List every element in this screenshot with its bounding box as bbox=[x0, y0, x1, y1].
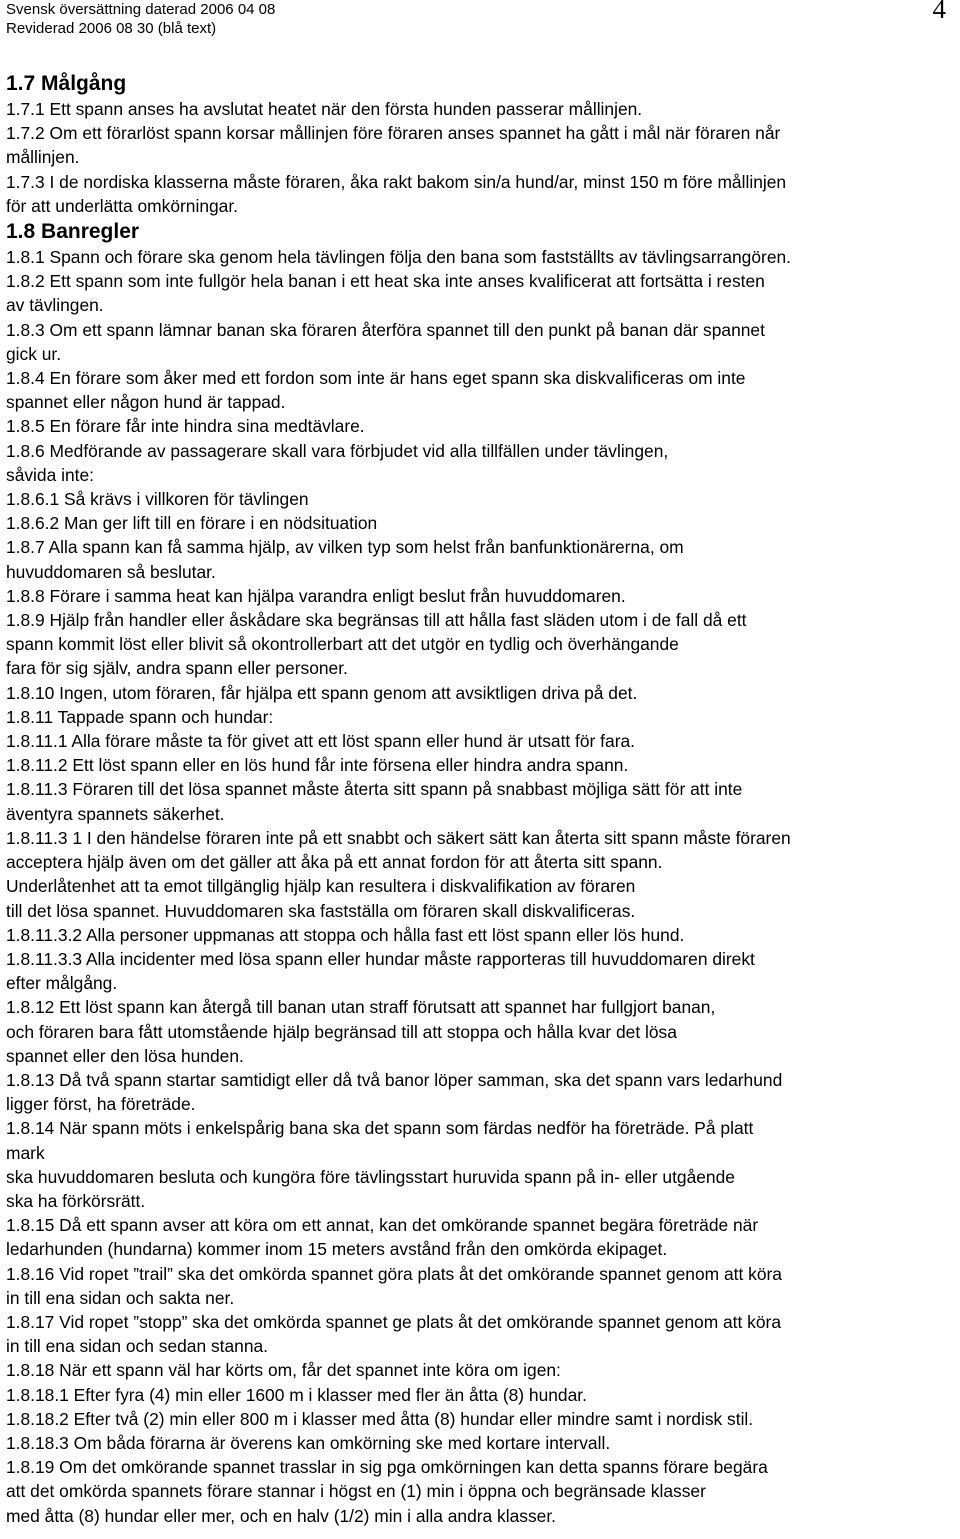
rule-paragraph: 1.8.8 Förare i samma heat kan hjälpa varandra enligt beslut från huvuddomaren. bbox=[6, 585, 626, 606]
rule-paragraph: 1.8.12 Ett löst spann kan återgå till banan utan straff förutsatt att spannet har fullgjort banan, och föraren bara fått utomstående hjälp begränsad till att stoppa och hålla kvar det lösa spannet eller den lösa hunden. bbox=[6, 997, 716, 1066]
rule-paragraph: 1.8.6.2 Man ger lift till en förare i en nödsituation bbox=[6, 513, 378, 534]
rule-paragraph: 1.8.13 Då två spann startar samtidigt eller då två banor löper samman, ska det spann vars ledarhund ligger först, ha företräde. bbox=[6, 1069, 783, 1115]
rule-paragraph: 1.8.6.1 Så krävs i villkoren för tävlingen bbox=[6, 489, 309, 510]
rule-paragraph: 1.8.2 Ett spann som inte fullgör hela banan i ett heat ska inte anses kvalificerat att fortsätta i resten av tävlingen. bbox=[6, 271, 765, 316]
rule-paragraph: 1.7.3 I de nordiska klasserna måste föraren, åka rakt bakom sin/a hund/ar, minst 150 m före mållinjen för att underlätta omkörningar. bbox=[6, 171, 787, 216]
rule-paragraph: 1.8.11.1 Alla förare måste ta för givet att ett löst spann eller hund är utsatt för fara. bbox=[6, 731, 635, 752]
rule-paragraph: 1.8.18.3 Om båda förarna är överens kan omkörning ske med kortare intervall. bbox=[6, 1432, 611, 1453]
rule-paragraph: 1.8.14 När spann möts i enkelspårig bana ska det spann som färdas nedför ha företräde. På platt mark ska huvuddomaren besluta och kungöra före tävlingsstart huruvida spann på in- eller utgående ska ha förkörsrätt. bbox=[6, 1118, 754, 1211]
rule-paragraph: 1.8.18.2 Efter två (2) min eller 800 m i klasser med åtta (8) hundar eller mindre samt i nordisk stil. bbox=[6, 1408, 754, 1429]
document-body bbox=[6, 70, 956, 1528]
rule-paragraph: 1.8.5 En förare får inte hindra sina medtävlare. bbox=[6, 416, 365, 437]
rule-paragraph: 1.8.7 Alla spann kan få samma hjälp, av vilken typ som helst från banfunktionärerna, om huvuddomaren så beslutar. bbox=[6, 537, 684, 582]
rule-paragraph: 1.8.4 En förare som åker med ett fordon som inte är hans eget spann ska diskvalificeras om inte spannet eller någon hund är tappad. bbox=[6, 368, 746, 413]
rule-paragraph: 1.8.19 Om det omkörande spannet trasslar in sig pga omkörningen kan detta spanns förare begära att det omkörda spannets förare stannar i högst en (1) min i öppna och begränsade klasser med åtta (8) hundar eller mer, och en halv (1/2) min i alla andra klasser. bbox=[6, 1457, 768, 1526]
rule-paragraph: 1.8.15 Då ett spann avser att köra om ett annat, kan det omkörande spannet begära företräde när ledarhunden (hundarna) kommer inom 15 meters avstånd från den omkörda ekipaget. bbox=[6, 1215, 759, 1260]
header-translation-date: Svensk översättning daterad 2006 04 08 bbox=[6, 1, 276, 18]
rule-paragraph: 1.8.11.3.3 Alla incidenter med lösa spann eller hundar måste rapporteras till huvuddomaren direkt efter målgång. bbox=[6, 948, 755, 994]
rule-paragraph: 1.8.11.3.2 Alla personer uppmanas att stoppa och hålla fast ett löst spann eller lös hund. bbox=[6, 924, 685, 945]
rule-paragraph: 1.8.6 Medförande av passagerare skall vara förbjudet vid alla tillfällen under tävlingen, såvida inte: bbox=[6, 440, 669, 485]
rule-paragraph: 1.8.11 Tappade spann och hundar: bbox=[6, 706, 274, 727]
document-header bbox=[6, 0, 275, 38]
rule-paragraph: 1.8.11.3 Föraren till det lösa spannet måste återta sitt spann på snabbast möjliga sätt för att inte äventyra spannets säkerhet. bbox=[6, 779, 743, 824]
page-number: 4 bbox=[932, 0, 946, 24]
rule-paragraph: 1.8.17 Vid ropet ”stopp” ska det omkörda spannet ge plats åt det omkörande spannet genom att köra in till ena sidan och sedan stanna. bbox=[6, 1311, 782, 1357]
rule-paragraph: 1.8.11.2 Ett löst spann eller en lös hund får inte försena eller hindra andra spann. bbox=[6, 755, 629, 776]
rule-paragraph: 1.8.18 När ett spann väl har körts om, får det spannet inte köra om igen: bbox=[6, 1360, 561, 1381]
rule-paragraph: 1.8.11.3 1 I den händelse föraren inte på ett snabbt och säkert sätt kan återta sitt spann måste föraren acceptera hjälp även om det gäller att åka på ett annat fordon för att återta sitt spann. Underlåtenhet att ta emot tillgänglig hjälp kan resultera i diskvalifikation av föraren till det lösa spannet. Huvuddomaren ska fastställa om föraren skall diskvalificeras. bbox=[6, 827, 791, 921]
rule-paragraph: 1.8.18.1 Efter fyra (4) min eller 1600 m i klasser med fler än åtta (8) hundar. bbox=[6, 1384, 587, 1405]
section-heading: 1.7 Målgång bbox=[6, 72, 127, 95]
rule-paragraph: 1.8.10 Ingen, utom föraren, får hjälpa ett spann genom att avsiktligen driva på det. bbox=[6, 682, 638, 703]
rule-paragraph: 1.8.9 Hjälp från handler eller åskådare ska begränsas till att hålla fast släden utom i de fall då ett spann kommit löst eller blivit så okontrollerbart att det utgör en tydlig och överhängande fara för sig själv, andra spann eller personer. bbox=[6, 610, 747, 679]
rule-paragraph: 1.8.3 Om ett spann lämnar banan ska föraren återföra spannet till den punkt på banan där spannet gick ur. bbox=[6, 319, 765, 364]
rule-paragraph: 1.7.1 Ett spann anses ha avslutat heatet när den första hunden passerar mållinjen. bbox=[6, 99, 643, 119]
rule-paragraph: 1.8.16 Vid ropet ”trail” ska det omkörda spannet göra plats åt det omkörande spannet genom att köra in till ena sidan och sakta ner. bbox=[6, 1263, 782, 1308]
header-revision-date: Reviderad 2006 08 30 (blå text) bbox=[6, 20, 217, 37]
section-heading: 1.8 Banregler bbox=[6, 220, 140, 244]
rule-paragraph: 1.7.2 Om ett förarlöst spann korsar mållinjen före föraren anses spannet ha gått i mål när föraren når mållinjen. bbox=[6, 123, 781, 168]
rule-paragraph: 1.8.1 Spann och förare ska genom hela tävlingen följa den bana som fastställts av tävlingsarrangören. bbox=[6, 247, 791, 268]
